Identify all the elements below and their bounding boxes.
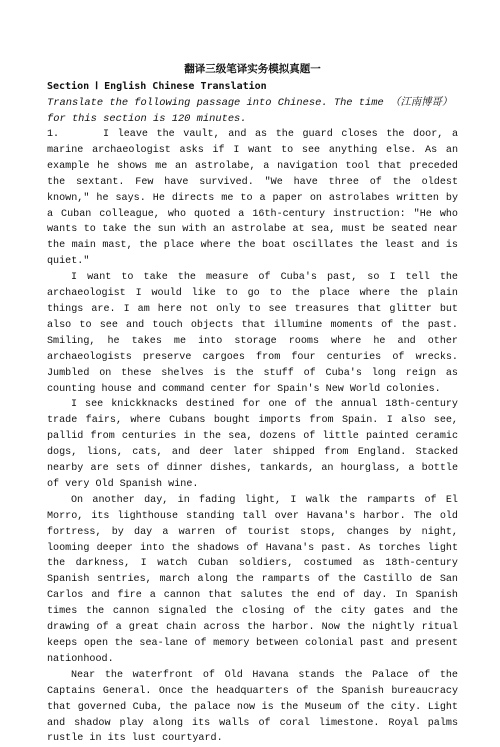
paragraph-3: I see knickknacks destined for one of the annual 18th-century trade fairs, where Cubans bought imports from Spain. I also see, pallid from centuries in the sea, dozens of little painted ceramic dogs, lions, cats, and deer later shipped from England. Stacked nearby are sets of dinner dishes, tankards, an hourglass, a bottle of very Old Spanish wine. — [47, 399, 458, 490]
instruction-text: Translate the following passage into Chinese. The time （江南博哥）for this section is 120 minutes. — [47, 97, 453, 125]
paragraph-2: I want to take the measure of Cuba's past, so I tell the archaeologist I would like to go to the place where the plain things are. I am here not only to see treasures that glitter but also to see and touch objects that illumine moments of the past. Smiling, he takes me into storage rooms where he and other archaeologists preserve cargoes from four centuries of wrecks. Jumbled on these shelves is the stuff of Cuba's long reign as counting house and command center for Spain's New World colonies. — [47, 272, 458, 395]
paragraph-1-text: I leave the vault, and as the guard closes the door, a marine archaeologist asks if I want to see anything else. As an example he shows me an astrolabe, a navigation tool that preceded the sextant. Few have survived. "We have three of the oldest known," he says. He directs me to a paper on astrolabes written by a Cuban colleague, who quoted a 16th-century instruction: "He who wants to take the sun with an astrolabe at sea, must be seated near the main mast, the place where the boat oscillates the least and is quiet." — [47, 129, 458, 268]
section-heading: Section Ⅰ English Chinese Translation — [47, 81, 267, 92]
paragraph-5: Near the waterfront of Old Havana stands the Palace of the Captains General. Once the headquarters of the Spanish bureaucracy that governed Cuba, the palace now is the Museum of the city. Light and shadow play along its walls of coral limestone. Royal palms rustle in its lust courtyard. — [47, 669, 458, 745]
item-number: 1. — [47, 129, 60, 140]
paragraph-1 — [47, 127, 458, 270]
paragraph-4: On another day, in fading light, I walk the ramparts of El Morro, its lighthouse standing tall over Havana's harbor. The old fortress, by day a warren of tourist stops, changes by night, looming deeper into the shadows of Havana's past. As torches light the darkness, I watch Cuban soldiers, costumed as 18th-century Spanish sentries, march along the ramparts of the Castillo de San Carlos and fire a cannon that salutes the end of day. In Spanish times the cannon signaled the closing of the city gates and the drawing of a great chain across the harbor. Now the nightly ritual keeps open the sea-lane of memory between colonial past and present nationhood. — [47, 494, 458, 665]
document-title: 翻译三级笔译实务模拟真题一 — [184, 63, 321, 75]
